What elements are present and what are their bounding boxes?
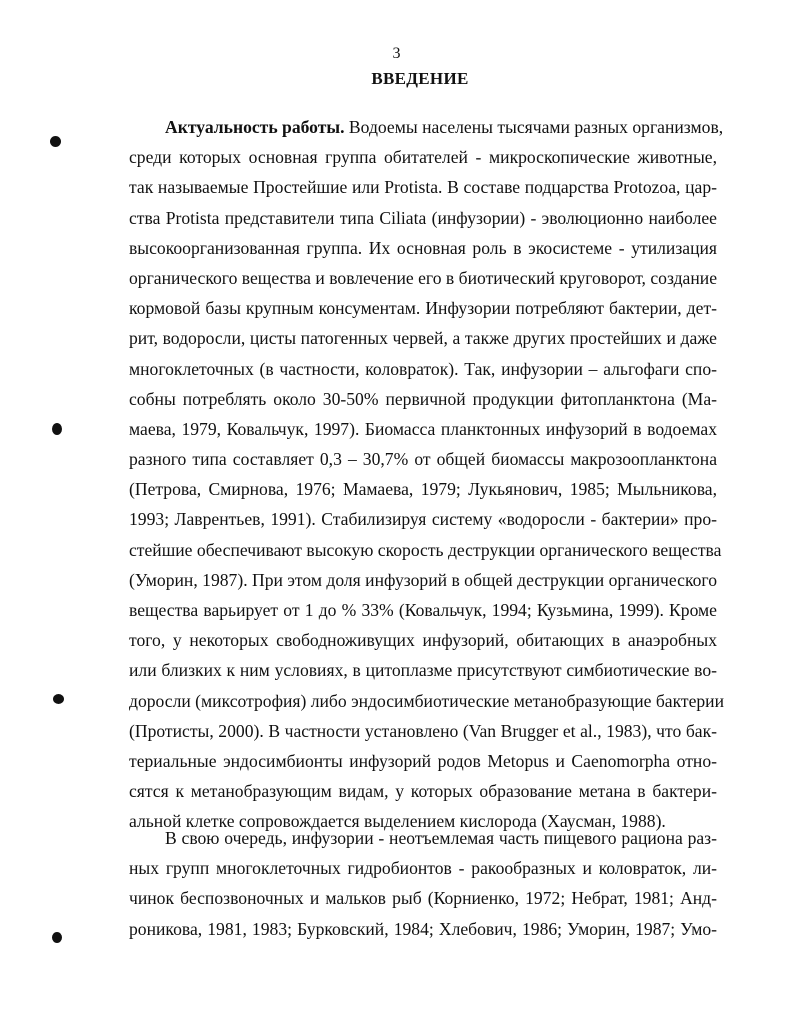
paragraph-line: 1993; Лаврентьев, 1991). Стабилизируя систему «водоросли - бактерии» про- xyxy=(129,509,717,530)
paragraph-line: так называемые Простейшие или Protista. В составе подцарства Protozoa, цар- xyxy=(129,177,717,198)
paragraph-line: (Петрова, Смирнова, 1976; Мамаева, 1979; Лукьянович, 1985; Мыльникова, xyxy=(129,479,717,500)
paragraph-line: (Протисты, 2000). В частности установлено (Van Brugger et al., 1983), что бак- xyxy=(129,720,717,741)
paragraph-line: альной клетке сопровождается выделением кислорода (Хаусман, 1988). xyxy=(129,811,666,832)
paragraph-line: стейшие обеспечивают высокую скорость деструкции органического вещества xyxy=(129,539,722,560)
paragraph-line: собны потреблять около 30-50% первичной продукции фитопланктона (Ма- xyxy=(129,388,717,409)
line-text: Водоемы населены тысячами разных организмов, xyxy=(344,117,724,137)
paragraph-line: (Уморин, 1987). При этом доля инфузорий в общей деструкции органического xyxy=(129,569,717,590)
paragraph-line: или близких к ним условиях, в цитоплазме присутствуют симбиотические во- xyxy=(129,660,717,681)
paragraph-line: вещества варьирует от 1 до % 33% (Ковальчук, 1994; Кузьмина, 1999). Кроме xyxy=(129,600,717,620)
paragraph-line: териальные эндосимбионты инфузорий родов Metopus и Caenomorpha отно- xyxy=(129,750,717,771)
paragraph-line: доросли (миксотрофия) либо эндосимбиотические метанобразующие бактерии xyxy=(129,690,725,711)
page-number: 3 xyxy=(392,45,401,62)
paragraph-food-role xyxy=(129,823,717,944)
paragraph-line: сятся к метанобразующим видам, у которых образование метана в бактери- xyxy=(129,781,717,802)
punch-hole-mark xyxy=(52,423,62,435)
paragraph-line: разного типа составляет 0,3 – 30,7% от общей биомассы макрозоопланктона xyxy=(129,449,717,470)
punch-hole-mark xyxy=(50,136,61,147)
paragraph-line: органического вещества и вовлечение его в биотический круговорот, создание xyxy=(129,267,717,288)
paragraph-line: роникова, 1981, 1983; Бурковский, 1984; Хлебович, 1986; Уморин, 1987; Умо- xyxy=(129,918,717,939)
punch-hole-mark xyxy=(53,694,64,704)
paragraph-line: рит, водоросли, цисты патогенных червей, а также других простейших и даже xyxy=(129,328,717,349)
punch-hole-mark xyxy=(52,932,62,943)
paragraph-line: того, у некоторых свободноживущих инфузорий, обитающих в анаэробных xyxy=(129,630,717,651)
section-title: ВВЕДЕНИЕ xyxy=(371,69,469,88)
lead-heading: Актуальность работы. xyxy=(165,117,345,137)
paragraph-line: высокоорганизованная группа. Их основная роль в экосистеме - утилизация xyxy=(129,237,717,258)
paragraph-line: маева, 1979, Ковальчук, 1997). Биомасса планктонных инфузорий в водоемах xyxy=(129,418,717,439)
paragraph-line: кормовой базы крупным консументам. Инфузории потребляют бактерии, дет- xyxy=(129,298,717,319)
paragraph-line xyxy=(129,112,724,142)
paragraph-relevance xyxy=(129,112,725,837)
paragraph-line: В свою очередь, инфузории - неотъемлемая часть пищевого рациона раз- xyxy=(165,828,717,848)
paragraph-line: многоклеточных (в частности, коловраток). Так, инфузории – альгофаги спо- xyxy=(129,358,717,379)
paragraph-line: среди которых основная группа обитателей - микроскопические животные, xyxy=(129,147,717,168)
paragraph-line: ства Protista представители типа Ciliata (инфузории) - эволюционно наиболее xyxy=(129,207,717,228)
paragraph-line: ных групп многоклеточных гидробионтов - ракообразных и коловраток, ли- xyxy=(129,858,717,879)
paragraph-line: чинок беспозвоночных и мальков рыб (Корниенко, 1972; Небрат, 1981; Анд- xyxy=(129,888,717,909)
